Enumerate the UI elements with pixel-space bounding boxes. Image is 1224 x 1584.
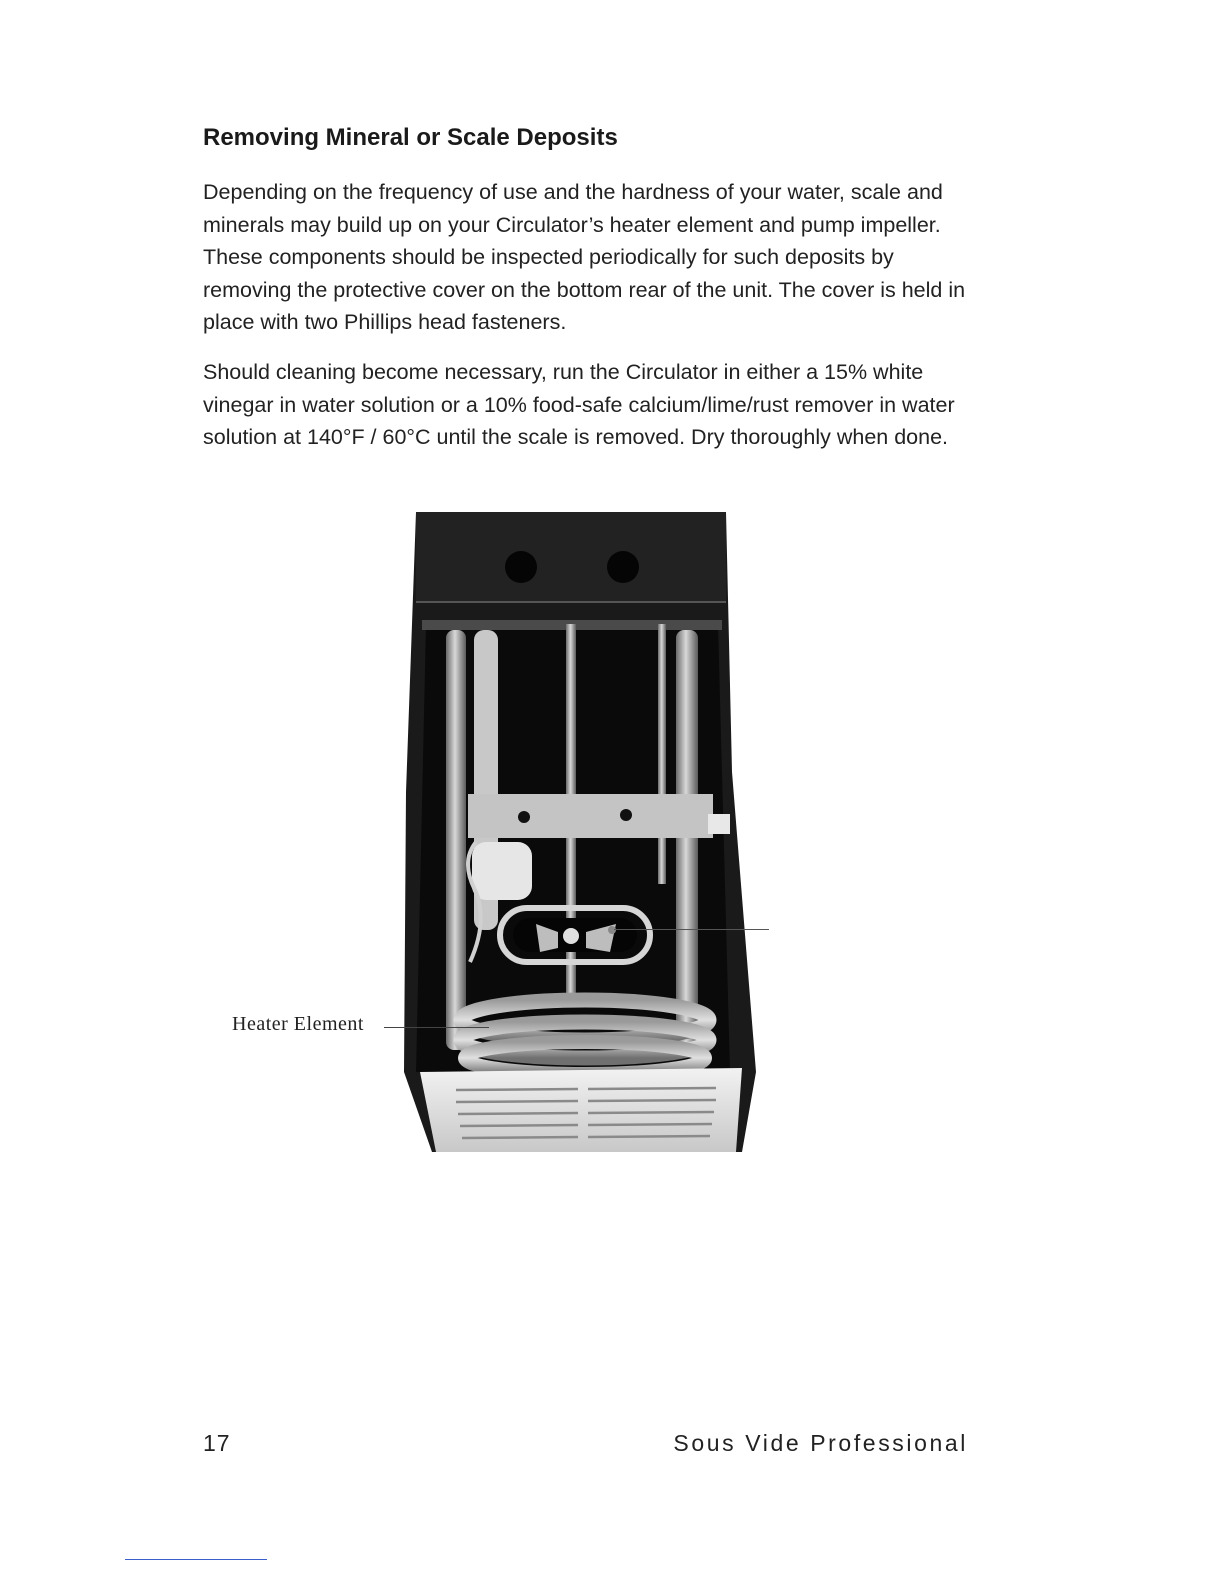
bracket-screw-right bbox=[620, 809, 632, 821]
mounting-bracket bbox=[468, 794, 713, 838]
impeller-pin bbox=[608, 926, 616, 934]
page-number: 17 bbox=[203, 1430, 231, 1456]
rod-thin-right bbox=[658, 624, 666, 884]
fastener-hole-left bbox=[505, 551, 537, 583]
protective-grill bbox=[420, 1068, 742, 1152]
bracket-tab bbox=[708, 814, 730, 834]
paragraph-inspection: Depending on the frequency of use and the hardness of your water, scale and minerals may build up on your Circulator’s heater element and pump impeller. These components should be inspected periodically for such deposits by removing the protective cover on the bottom rear of the unit. The cover is held in place with two Phillips head fasteners. bbox=[203, 180, 966, 335]
bracket-screw-left bbox=[518, 811, 530, 823]
impeller-hub bbox=[563, 928, 579, 944]
circulator-photo bbox=[380, 512, 780, 1157]
footer-title: Sous Vide Professional bbox=[673, 1430, 968, 1456]
rod-right bbox=[676, 630, 698, 1050]
top-panel bbox=[416, 512, 726, 602]
fastener-hole-right bbox=[607, 551, 639, 583]
impeller-callout-line bbox=[614, 929, 769, 930]
heater-element-callout-line bbox=[384, 1027, 489, 1028]
rod-left bbox=[446, 630, 466, 1050]
paragraph-cleaning: Should cleaning become necessary, run the Circulator in either a 15% white vinegar in water solution or a 10% food-safe calcium/lime/rust remover in water solution at 140°F / 60°C until the scale is removed. Dry thoroughly when done. bbox=[203, 360, 955, 450]
heater-element-label: Heater Element bbox=[232, 1013, 364, 1035]
bottom-rule bbox=[125, 1559, 267, 1560]
section-heading: Removing Mineral or Scale Deposits bbox=[203, 124, 618, 151]
sensor-block bbox=[472, 842, 532, 900]
